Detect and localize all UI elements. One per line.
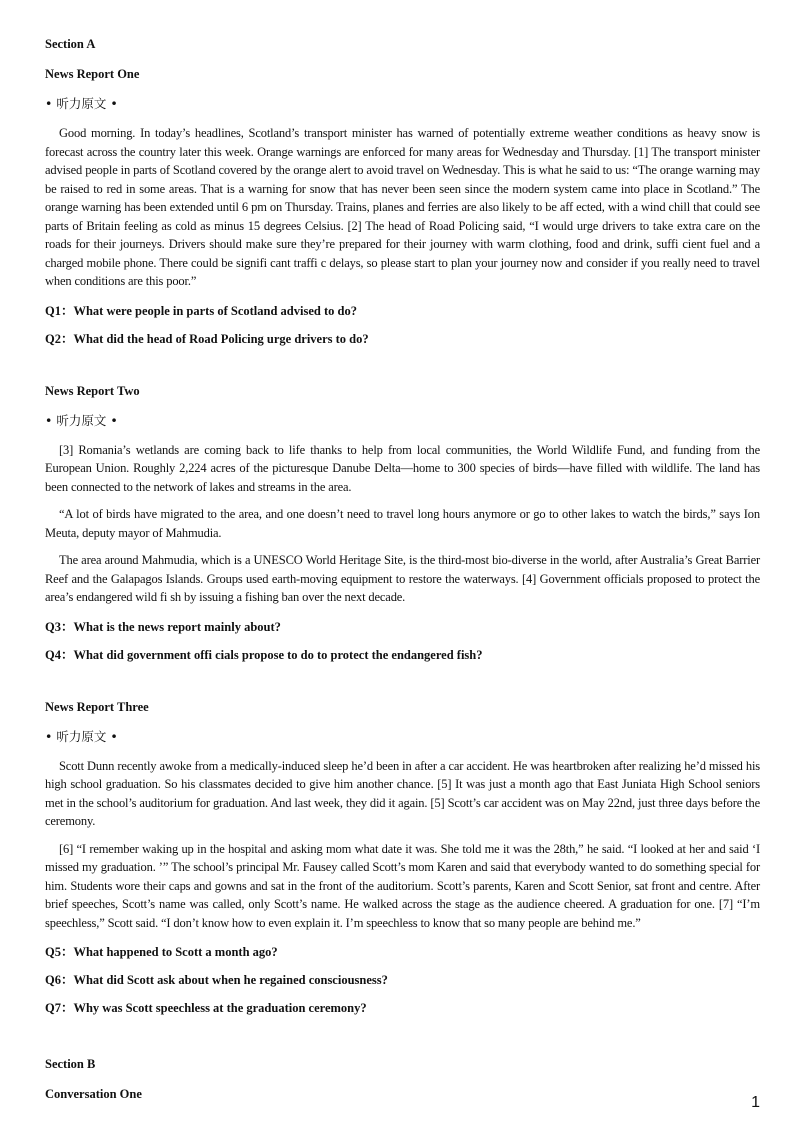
- section-a-heading: Section A: [45, 37, 96, 51]
- section-b-heading: Section B: [45, 1057, 96, 1071]
- question-q2: Q2：What did the head of Road Policing urge drivers to do?: [45, 331, 369, 346]
- document-page: [45, 36, 760, 1116]
- report-two-paragraph: “A lot of birds have migrated to the area, and one doesn’t need to travel long hours anymore or go to other lakes to watch the birds,” says Ion Meuta, deputy mayor of Mahmudia.: [45, 507, 760, 540]
- spacer: [45, 359, 760, 383]
- news-report-one-heading: News Report One: [45, 67, 140, 81]
- spacer: [45, 1028, 760, 1056]
- report-three-paragraph: [6] “I remember waking up in the hospital and asking mom what date it was. She told me it was the 28th,” he said. “I looked at her and said ‘I missed my graduation. ’” The school’s principal Mr. Fausey called Scott’s mom Karen and said that everybody wanted to do something special for him. Students wore their caps and gowns and sat in the front of the auditorium. Scott’s parents, Karen and Scott Senior, sat front and centre. After brief speeches, Scott’s name was called, only Scott’s name. He walked across the stage as the audience cheered. A graduation for one. [7] “I’m speechless,” Scott said. “I don’t know how to even explain it. I’m speechless to know that so many people are behind me.”: [45, 841, 760, 930]
- transcript-label: • 听力原文 •: [45, 728, 118, 744]
- question-q7: Q7：Why was Scott speechless at the graduation ceremony?: [45, 1001, 367, 1015]
- transcript-label: • 听力原文 •: [45, 412, 118, 428]
- question-q5: Q5：What happened to Scott a month ago?: [45, 945, 278, 959]
- report-three-paragraph: Scott Dunn recently awoke from a medically-induced sleep he’d been in after a car accident. He was heartbroken after realizing he’d missed his high school graduation. So his classmates decided to give him another chance. [5] It was just a month ago that East Juniata High School seniors met in the school’s auditorium for graduation. And last week, they did it again. [5] Scott’s car accident was on May 22nd, just three days before the ceremony.: [45, 758, 760, 828]
- report-two-paragraph: The area around Mahmudia, which is a UNESCO World Heritage Site, is the third-most bio-diverse in the world, after Australia’s Great Barrier Reef and the Galapagos Islands. Groups used earth-moving equipment to restore the waterways. [4] Government officials proposed to protect the area’s endangered wild fi sh by issuing a fishing ban over the next decade.: [45, 553, 760, 604]
- question-q1: Q1：What were people in parts of Scotland advised to do?: [45, 303, 357, 318]
- transcript-label: • 听力原文 •: [45, 96, 118, 111]
- news-report-three-heading: News Report Three: [45, 699, 149, 714]
- question-q6: Q6：What did Scott ask about when he regained consciousness?: [45, 973, 388, 987]
- question-q3: Q3：What is the news report mainly about?: [45, 619, 281, 634]
- report-two-paragraph: [3] Romania’s wetlands are coming back to life thanks to help from local communities, the World Wildlife Fund, and funding from the European Union. Roughly 2,224 acres of the picturesque Danube Delta—home to 300 species of birds—have filled with wildlife. The land has been connected to the network of lakes and streams in the area.: [45, 442, 760, 494]
- page-number: 1: [751, 1094, 760, 1111]
- conversation-one-heading: Conversation One: [45, 1087, 142, 1101]
- news-report-two-heading: News Report Two: [45, 383, 140, 398]
- report-one-paragraph: Good morning. In today’s headlines, Scotland’s transport minister has warned of potentially extreme weather conditions as heavy snow is forecast across the country later this week. Orange warnings are enforced for many areas for Wednesday and Thursday. [1] The transport minister advised people in parts of Scotland covered by the orange alert to avoid travel on Wednesday. This is what he said to us: “The orange warning may be raised to red in some areas. That is a warning for snow that has never been seen since the modern system came into place in Scotland.” The orange warning has been extended until 6 pm on Thursday. Trains, planes and ferries are also likely to be aff ected, with a wind chill that could see parts of Britain feeling as cold as minus 15 degrees Celsius. [2] The head of Road Policing said, “I would urge drivers to take extra care on the roads for their journeys. Drivers should make sure they’re prepared for their journey with warm clothing, food and drink, suffi cient fuel and a charged mobile phone. There could be signifi cant traffi c delays, so please start to plan your journey now and consider if you really need to travel when conditions are this poor.”: [45, 126, 760, 288]
- spacer: [45, 675, 760, 699]
- question-q4: Q4：What did government offi cials propose to do to protect the endangered fish?: [45, 647, 483, 662]
